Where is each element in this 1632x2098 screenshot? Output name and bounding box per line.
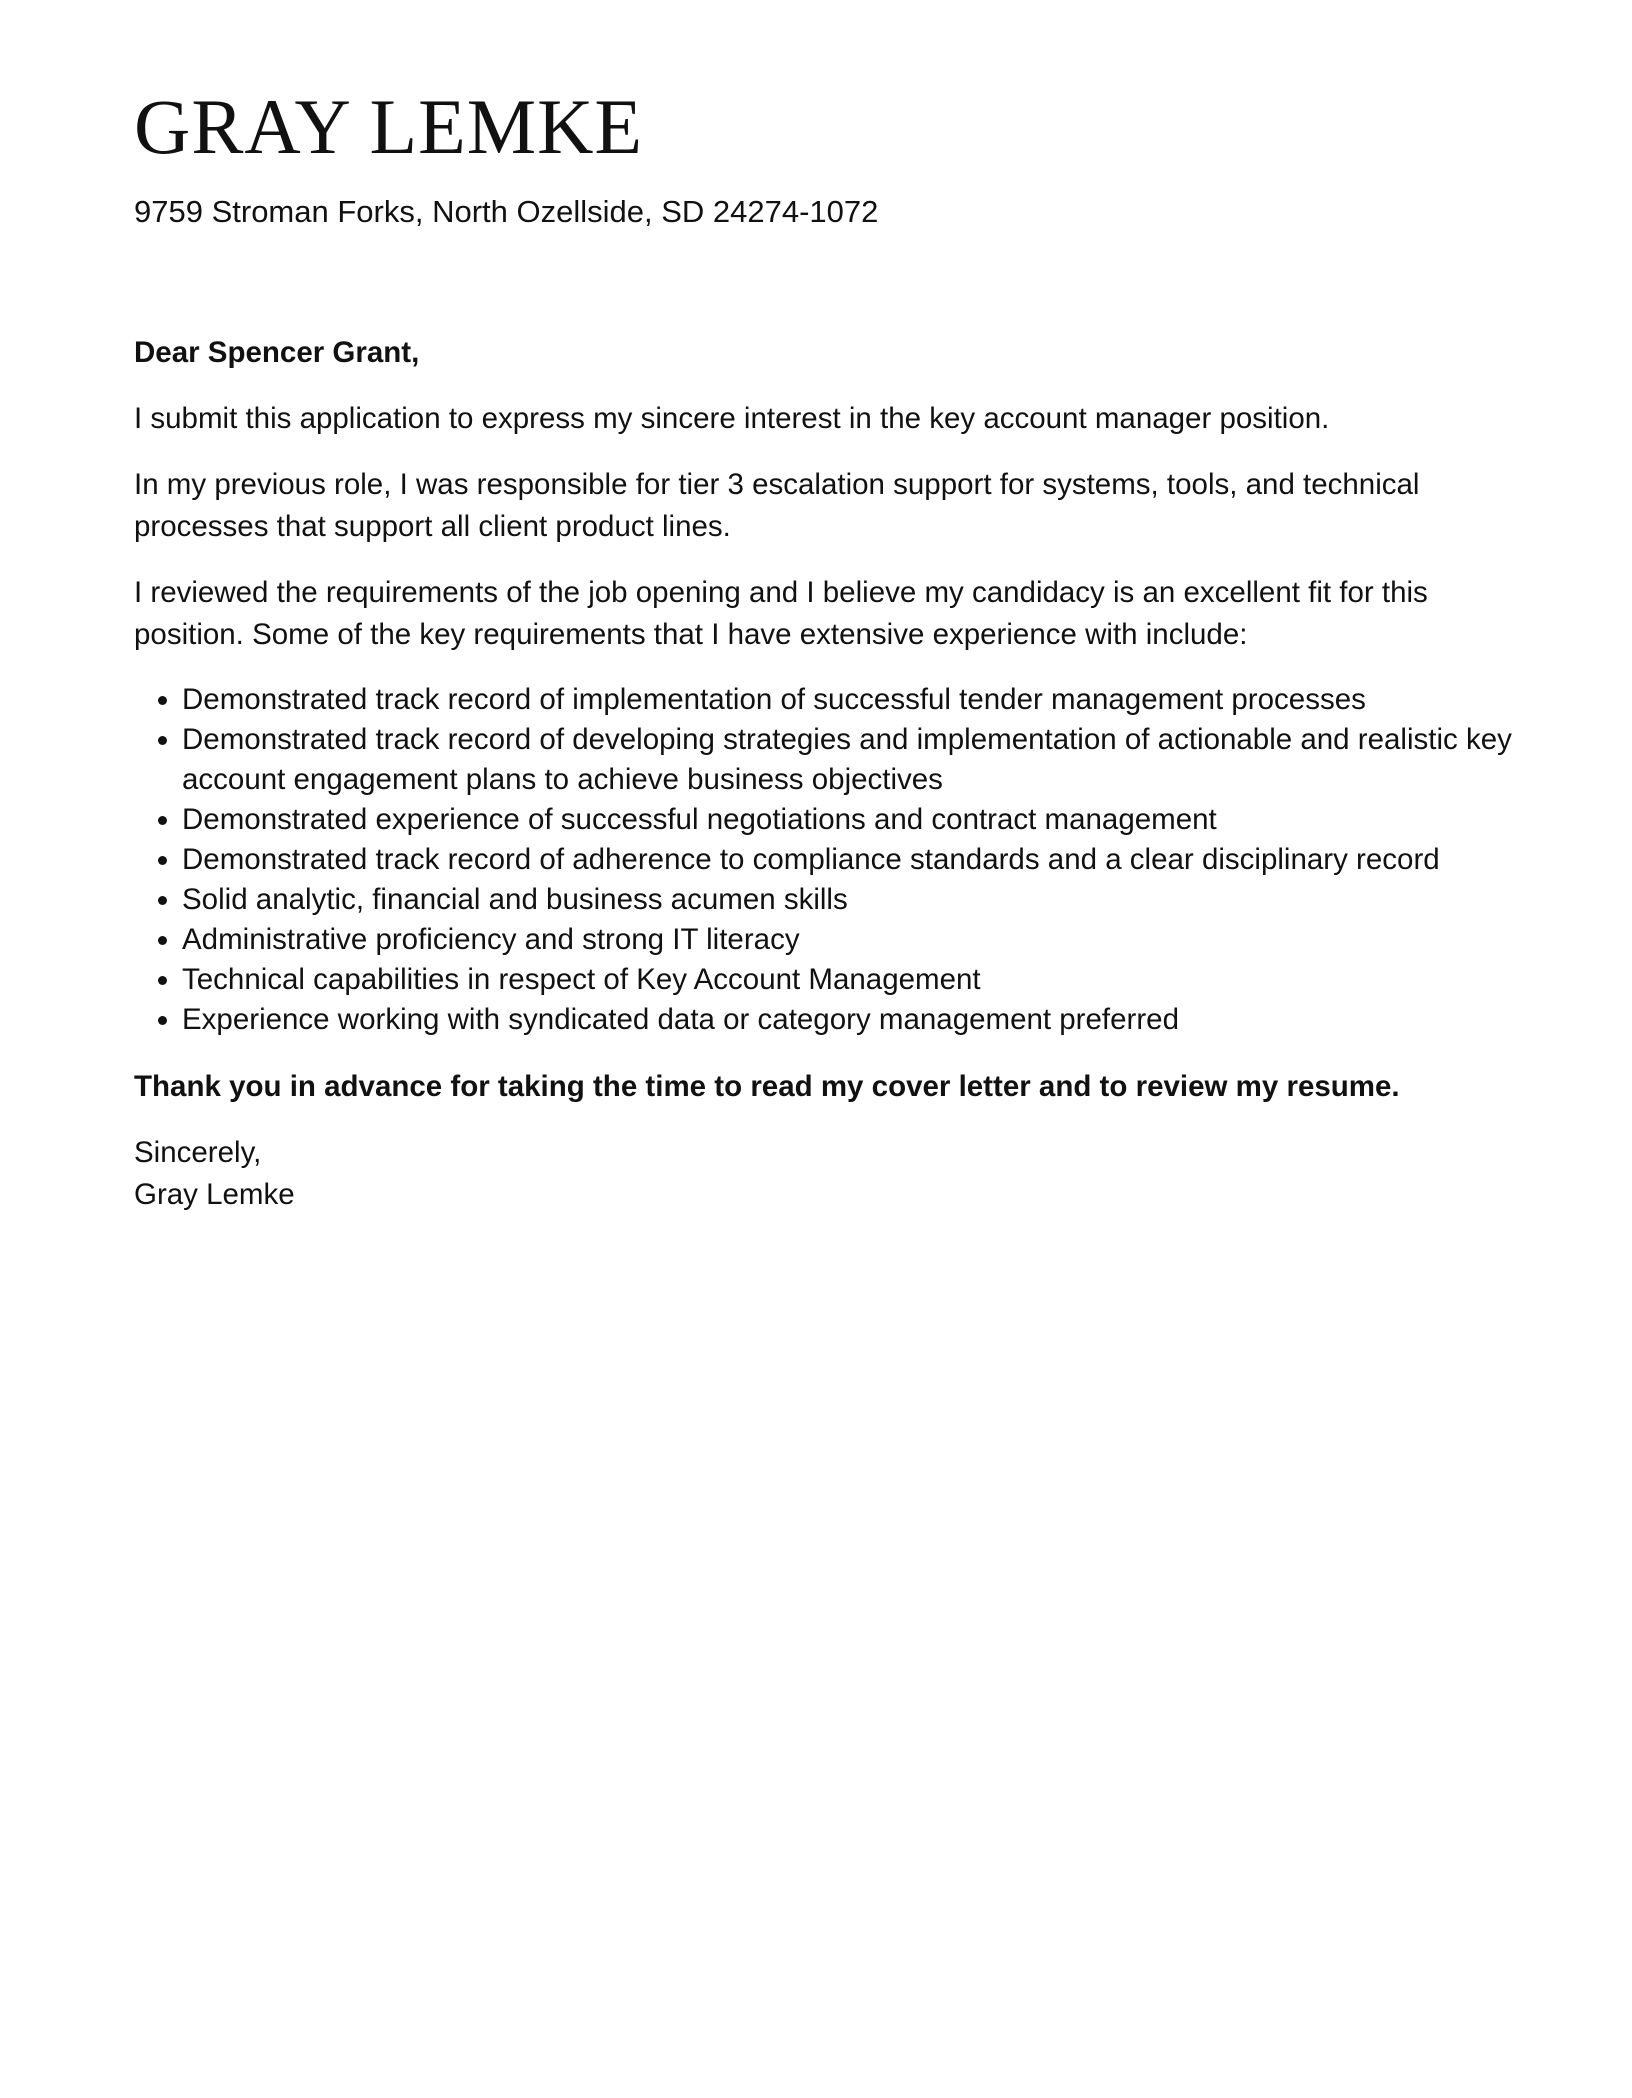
paragraph-intro: I submit this application to express my sincere interest in the key account manager position. [134, 402, 1330, 436]
signoff: Sincerely, [134, 1136, 262, 1170]
paragraph-requirements-intro: I reviewed the requirements of the job opening and I believe my candidacy is an excellent fit for this position. Some of the key requirements that I have extensive experience with include: [134, 576, 1428, 652]
applicant-name: GRAY LEMKE [134, 83, 644, 170]
list-item: • Technical capabilities in respect of Key Account Management [182, 960, 1514, 1000]
list-item: • Demonstrated track record of implementation of successful tender management processes [182, 680, 1514, 720]
closing-statement: Thank you in advance for taking the time to read my cover letter and to review my resume. [134, 1070, 1400, 1104]
greeting: Dear Spencer Grant, [134, 336, 420, 370]
letter-body [134, 332, 1514, 1216]
list-item: • Demonstrated track record of adherence to compliance standards and a clear disciplinary record [182, 840, 1514, 880]
list-item: • Administrative proficiency and strong IT literacy [182, 920, 1514, 960]
paragraph-experience: In my previous role, I was responsible for tier 3 escalation support for systems, tools, and technical processes that support all client product lines. [134, 468, 1420, 544]
applicant-address: 9759 Stroman Forks, North Ozellside, SD 24274-1072 [134, 193, 879, 229]
list-item: • Demonstrated experience of successful negotiations and contract management [182, 800, 1514, 840]
list-item: • Demonstrated track record of developing strategies and implementation of actionable and realistic key account engagement plans to achieve business objectives [182, 720, 1514, 800]
list-item: • Solid analytic, financial and business acumen skills [182, 880, 1514, 920]
requirements-list [134, 680, 1514, 1040]
cover-letter-page [134, 84, 1514, 1216]
list-item: • Experience working with syndicated data or category management preferred [182, 1000, 1514, 1040]
signature: Gray Lemke [134, 1178, 295, 1212]
